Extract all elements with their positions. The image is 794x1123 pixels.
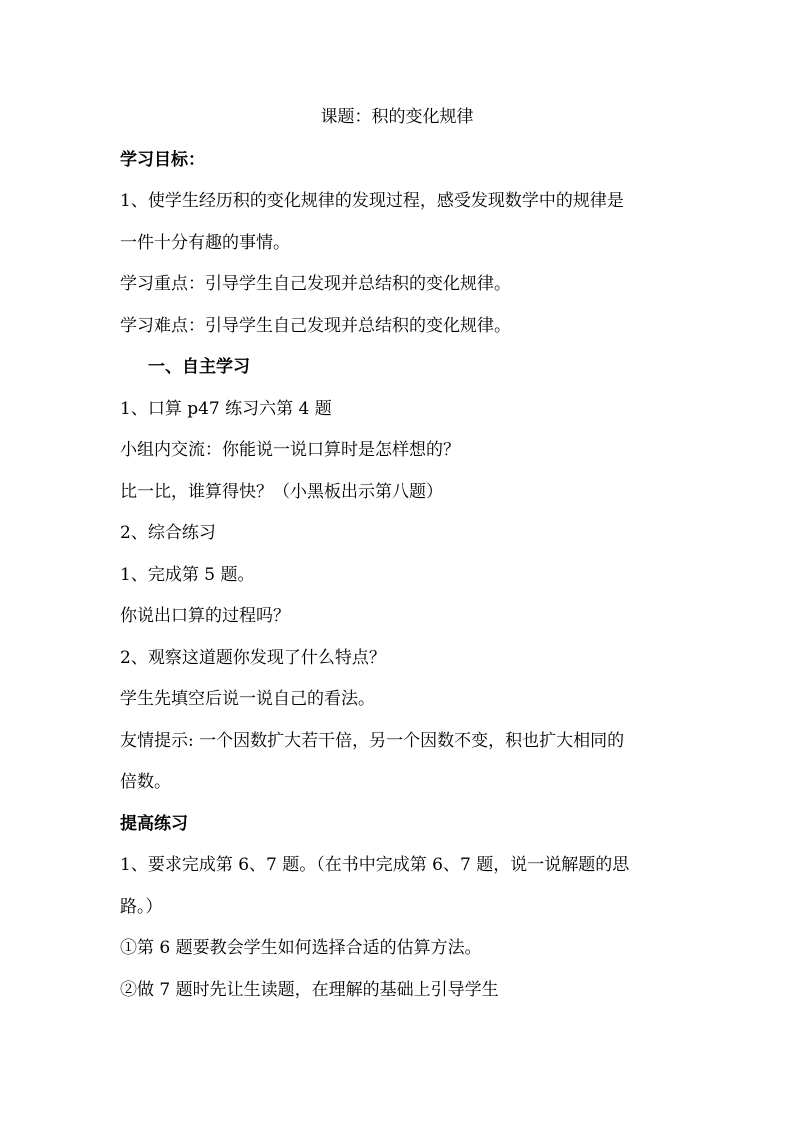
goal-line-1: 1、使学生经历积的变化规律的发现过程，感受发现数学中的规律是 bbox=[120, 191, 624, 211]
advanced-practice-heading: 提高练习 bbox=[120, 814, 188, 834]
observe-line: 2、观察这道题你发现了什么特点？ bbox=[120, 648, 386, 668]
oral-calc-line: 1、口算 p47 练习六第 4 题 bbox=[120, 399, 332, 419]
complete-q5-line: 1、完成第 5 题。 bbox=[120, 565, 255, 585]
learning-goals-heading: 学习目标： bbox=[120, 150, 205, 170]
group-discussion-line: 小组内交流：你能说一说口算时是怎样想的？ bbox=[120, 440, 460, 460]
fill-blank-line: 学生先填空后说一说自己的看法。 bbox=[120, 689, 375, 709]
document-title: 课题：积的变化规律 bbox=[320, 107, 474, 127]
difficult-point-line: 学习难点：引导学生自己发现并总结积的变化规律。 bbox=[120, 316, 511, 336]
compare-line: 比一比，谁算得快？（小黑板出示第八题） bbox=[120, 482, 443, 502]
say-process-line: 你说出口算的过程吗？ bbox=[120, 606, 290, 626]
key-point-line: 学习重点：引导学生自己发现并总结积的变化规律。 bbox=[120, 274, 511, 294]
advanced-line-2: 路。） bbox=[120, 897, 163, 917]
note-q7-line: ②做 7 题时先让生读题，在理解的基础上引导学生 bbox=[120, 980, 499, 1000]
goal-line-2: 一件十分有趣的事情。 bbox=[120, 233, 290, 253]
tip-line-2: 倍数。 bbox=[120, 772, 171, 792]
comprehensive-practice-line: 2、综合练习 bbox=[120, 523, 216, 543]
section-self-study-heading: 一、自主学习 bbox=[148, 357, 250, 377]
advanced-line-1: 1、要求完成第 6、7 题。（在书中完成第 6、7 题，说一说解题的思 bbox=[120, 855, 630, 875]
tip-line-1: 友情提示: 一个因数扩大若干倍，另一个因数不变，积也扩大相同的 bbox=[120, 731, 625, 751]
note-q6-line: ①第 6 题要教会学生如何选择合适的估算方法。 bbox=[120, 938, 482, 958]
